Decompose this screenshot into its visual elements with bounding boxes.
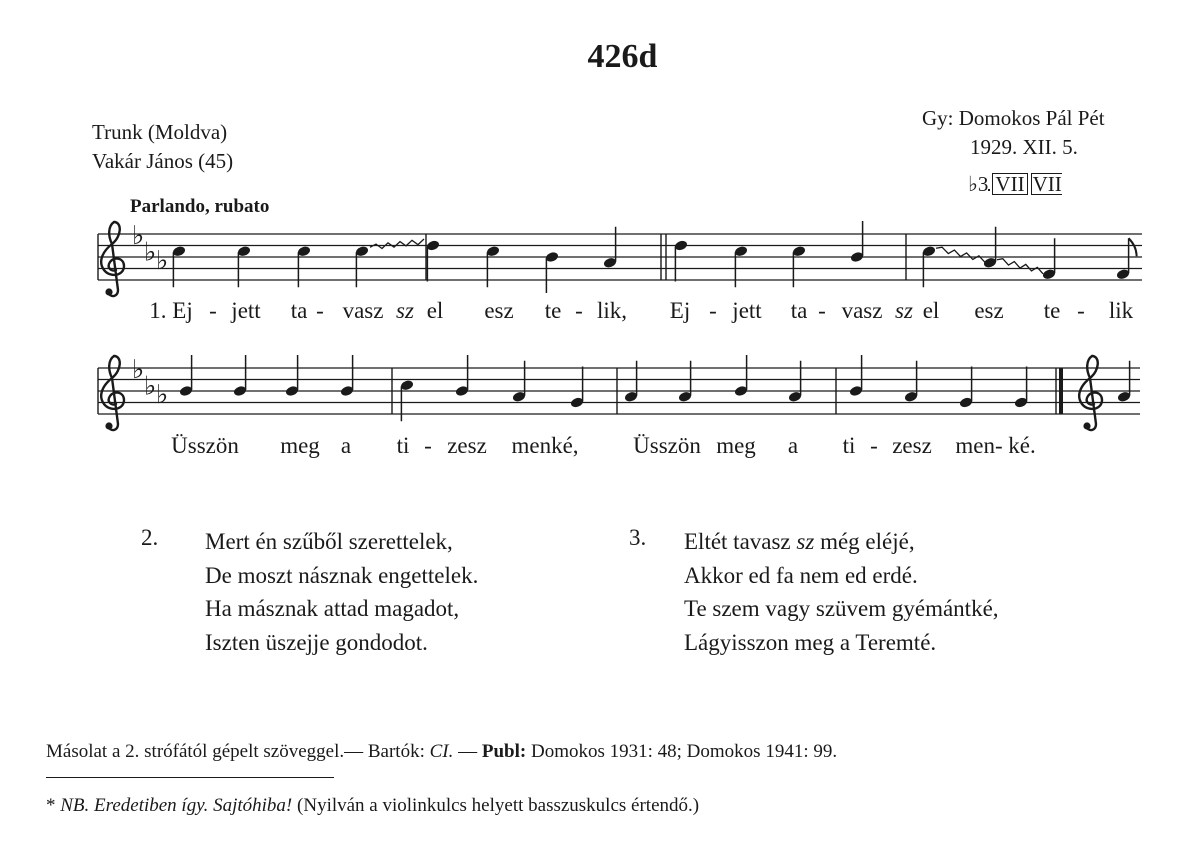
- lyric-syllable: meg: [716, 433, 756, 458]
- lyric-hyphen: -: [209, 298, 217, 323]
- tempo-marking: Parlando, rubato: [130, 196, 270, 217]
- verse-line: Lágyisszon meg a Teremté.: [684, 629, 937, 655]
- flat-sign: ♭: [156, 379, 169, 410]
- lyric-hyphen: -: [424, 433, 432, 458]
- verse-line: Ha másznak attad magadot,: [205, 596, 460, 621]
- lyric-syllable: ta: [290, 298, 308, 323]
- lyric-syllable: Ej: [669, 298, 691, 323]
- modal-box-2: VII: [1032, 172, 1062, 196]
- modal-prefix: ♭3: [968, 172, 989, 196]
- treble-clef: [101, 356, 124, 430]
- lyric-syllable: men-: [955, 433, 1003, 458]
- lyric-syllable: menké,: [511, 433, 579, 458]
- verse-line: Iszten üszejje gondodot.: [205, 629, 428, 655]
- collection-date: 1929. XII. 5.: [970, 135, 1078, 159]
- note-flag: [1129, 238, 1137, 256]
- verse-2: [205, 525, 478, 659]
- lyric-syllable: el: [922, 298, 940, 323]
- verse-3: [684, 525, 999, 659]
- lyric-hyphen: -: [870, 433, 878, 458]
- glissando-mark: [997, 259, 1043, 274]
- staff-system-2: [98, 355, 1140, 430]
- lyric-syllable: Üsszön: [171, 433, 239, 458]
- lyric-syllable: zesz: [447, 433, 487, 458]
- lyric-syllable: meg: [280, 433, 320, 458]
- lyric-syllable-italic: sz: [396, 298, 414, 323]
- lyric-hyphen: -: [316, 298, 324, 323]
- flat-sign: ♭: [132, 355, 145, 385]
- lyric-syllable: esz: [974, 298, 1004, 323]
- lyric-syllable: lik: [1108, 298, 1134, 323]
- lyric-syllable: 1. Ej: [149, 298, 193, 323]
- verse-line: Akkor ed fa nem ed erdé.: [684, 562, 918, 588]
- lyric-syllable: Üsszön: [633, 433, 701, 458]
- flat-sign: ♭: [132, 221, 145, 251]
- modal-box-1: VII: [992, 173, 1027, 195]
- cautionary-treble-clef: [1079, 356, 1102, 430]
- lyric-syllable-italic: sz: [895, 298, 913, 323]
- page-title: 426d: [587, 38, 658, 75]
- lyric-syllable: el: [426, 298, 444, 323]
- lyric-syllable: ti: [842, 433, 856, 458]
- place: Trunk (Moldva): [92, 120, 228, 144]
- collector: Gy: Domokos Pál Pét: [922, 106, 1105, 130]
- lyric-syllable: jett: [732, 298, 762, 323]
- lyric-syllable: vasz: [342, 298, 384, 323]
- flat-sign: ♭: [144, 237, 157, 268]
- staff-system-1: [98, 221, 1142, 296]
- lyric-hyphen: -: [709, 298, 717, 323]
- verse-line: Te szem vagy szüvem gyémántké,: [684, 596, 999, 621]
- lyric-syllable: vasz: [841, 298, 883, 323]
- flat-sign: ♭: [144, 371, 157, 402]
- glissando-mark: [370, 239, 424, 249]
- verse-3-number: 3.: [629, 525, 647, 550]
- lyric-syllable: jett: [231, 298, 261, 323]
- lyric-syllable: zesz: [892, 433, 932, 458]
- source-note: Másolat a 2. strófától gépelt szöveggel.— Bartók: CI. — Publ: Domokos 1931: 48; Domokos 1941: 99.: [46, 741, 838, 762]
- footnote-divider: [46, 777, 334, 778]
- lyric-hyphen: -: [575, 298, 583, 323]
- verse-line: Eltét tavasz sz még eléjé,: [684, 529, 915, 554]
- flat-sign: ♭: [156, 245, 169, 276]
- glissando-mark: [936, 247, 985, 262]
- lyric-syllable: lik,: [596, 298, 628, 323]
- lyric-syllable: ké.: [1008, 433, 1036, 458]
- treble-clef: [101, 222, 124, 296]
- verse-line: De moszt násznak engettelek.: [205, 562, 479, 588]
- lyric-hyphen: -: [1077, 298, 1085, 323]
- lyric-syllable: te: [1043, 298, 1061, 323]
- lyric-syllable: ta: [790, 298, 808, 323]
- singer: Vakár János (45): [92, 149, 234, 173]
- lyric-syllable: ti: [396, 433, 410, 458]
- lyric-hyphen: -: [818, 298, 826, 323]
- verse-line: Mert én szűből szerettelek,: [205, 529, 453, 554]
- verse-2-number: 2.: [141, 525, 159, 550]
- lyric-syllable: te: [544, 298, 562, 323]
- footnote: * NB. Eredetiben így. Sajtóhiba! (Nyilván a violinkulcs helyett basszuskulcs értendő.): [46, 795, 700, 816]
- lyric-syllable: esz: [484, 298, 514, 323]
- lyric-syllable: a: [340, 433, 352, 458]
- lyric-syllable: a: [787, 433, 799, 458]
